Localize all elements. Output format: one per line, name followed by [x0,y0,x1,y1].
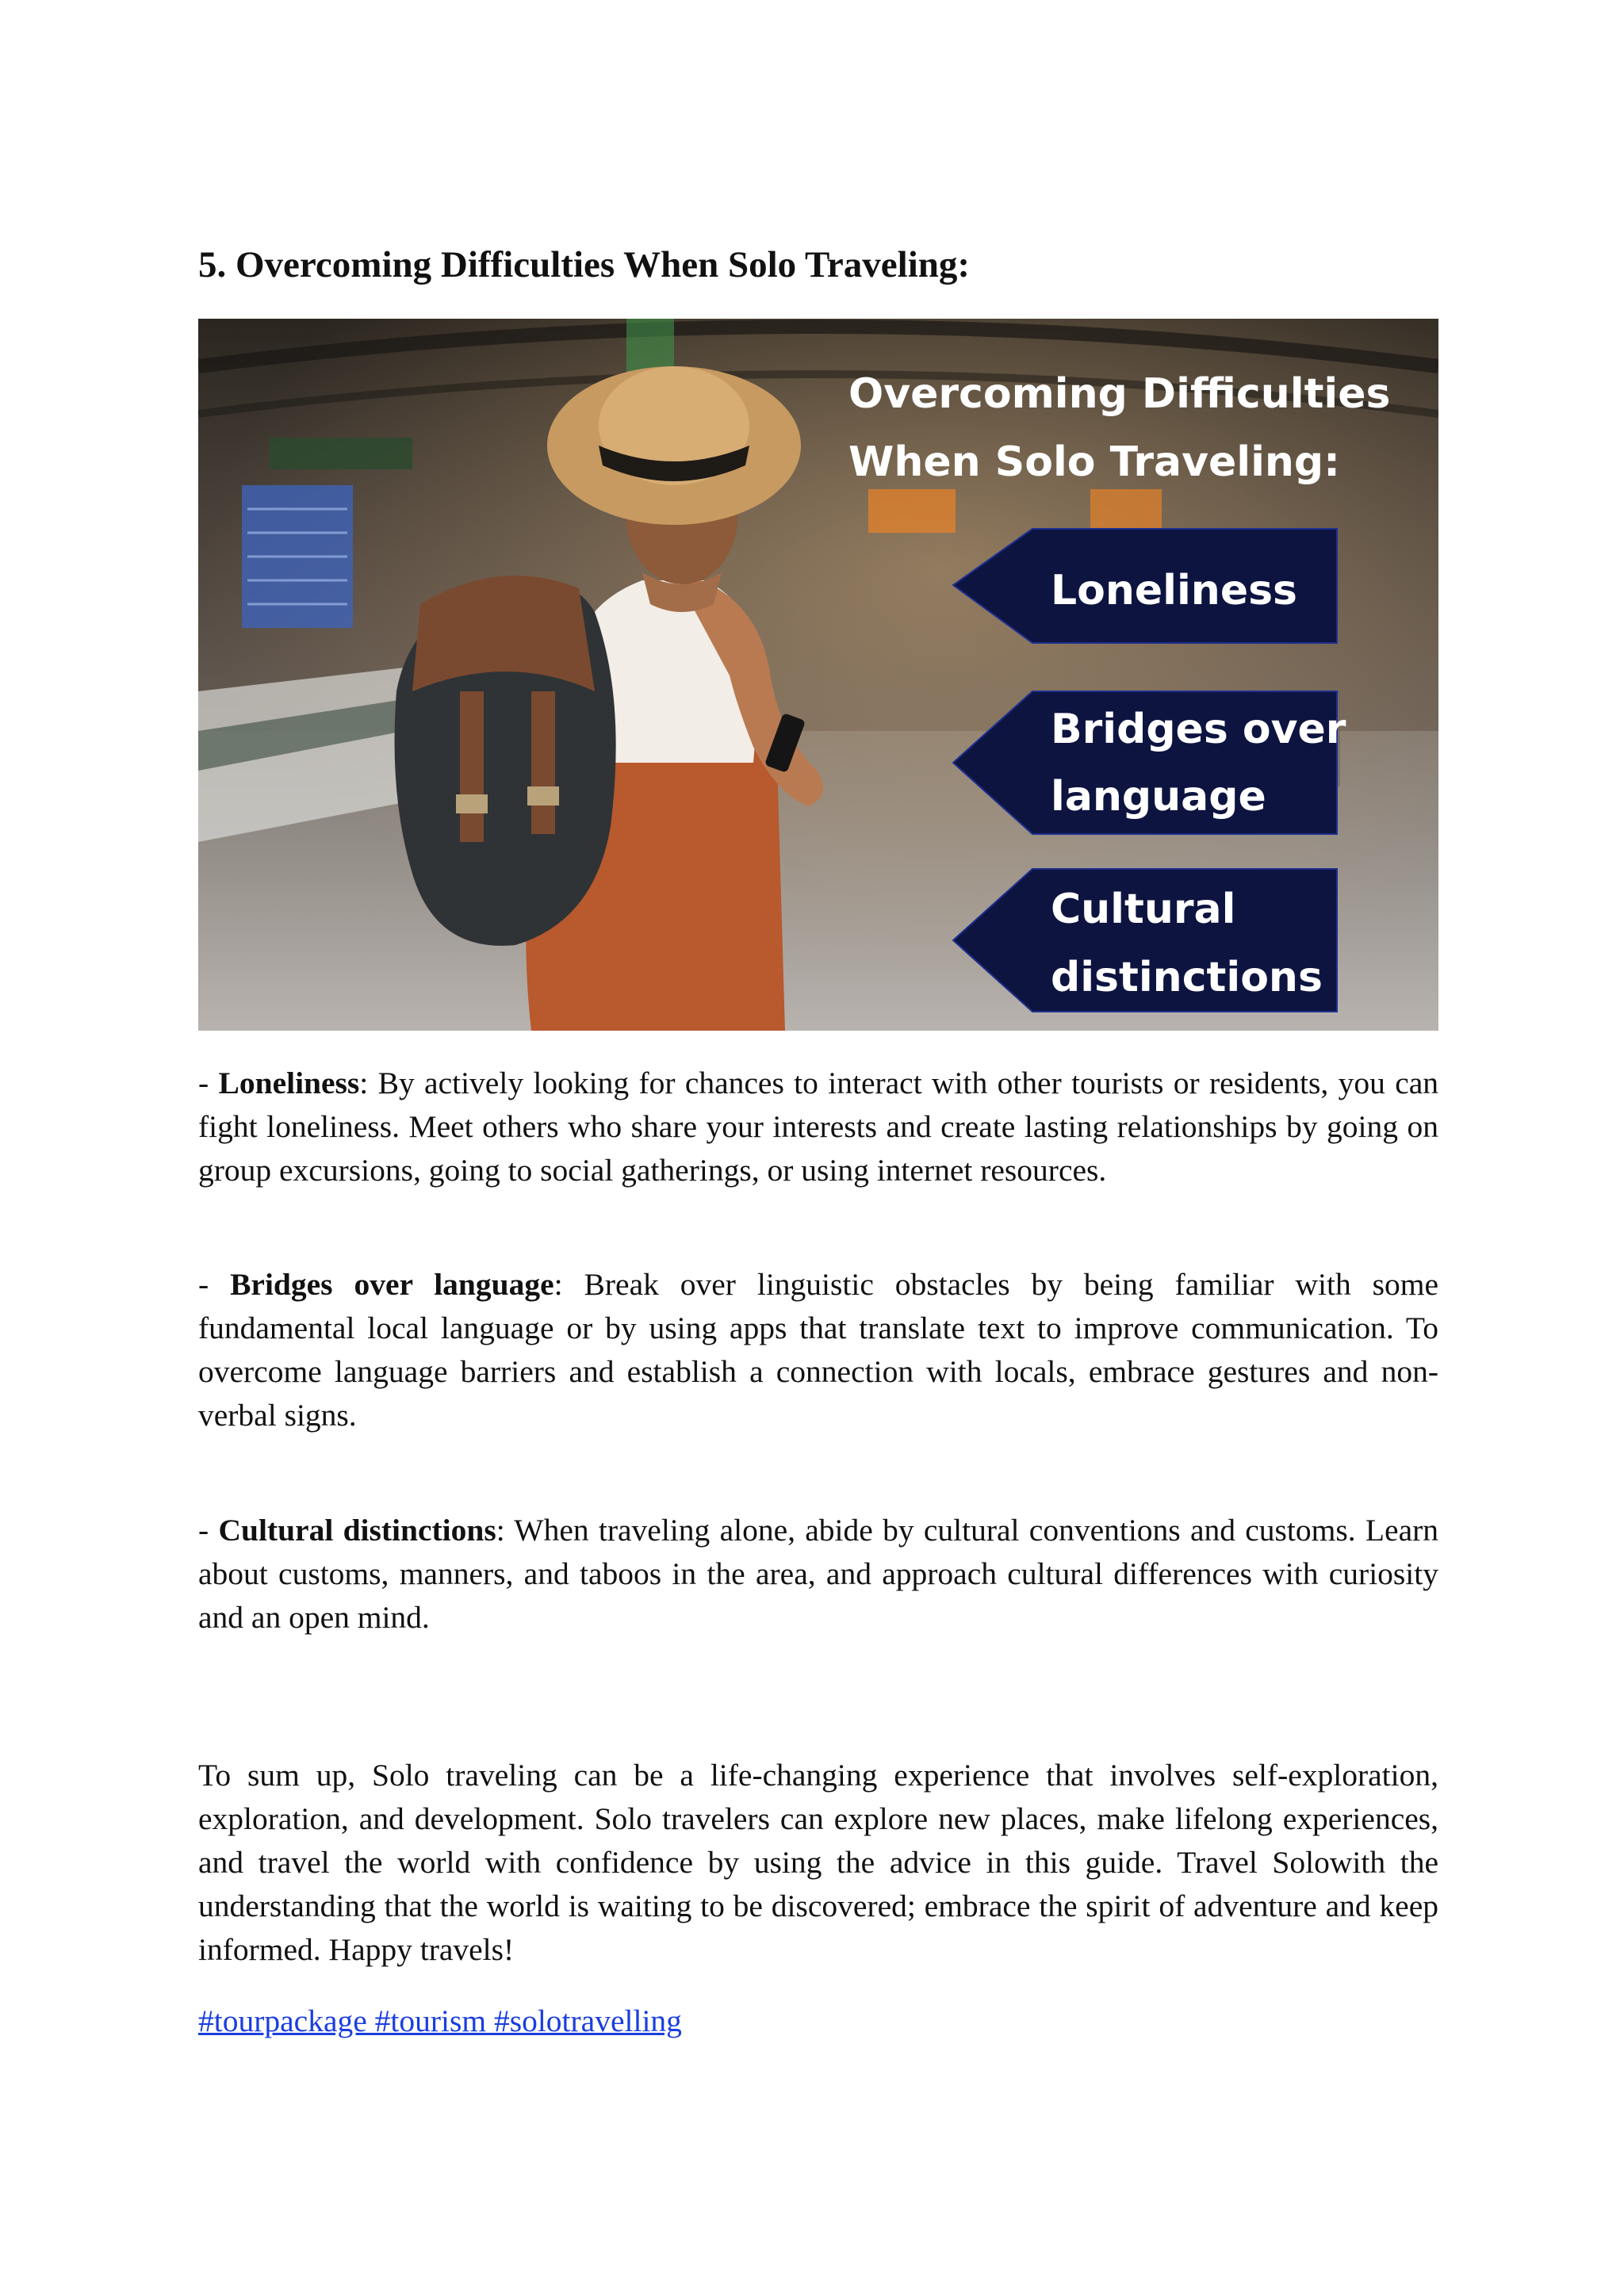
banner-bridges-line2: language [1051,773,1266,821]
paragraph-text: : When traveling alone, abide by cultural conventions and customs. Learn about customs, manners, and taboos in the area, and approach cultural differences with curiosity and an open mind. [198,1513,1439,1635]
banner-bridges-line1: Bridges over [1051,706,1346,753]
term-cultural-distinctions: Cultural distinctions [218,1513,496,1548]
banner-bridges-over-language [953,691,1346,834]
infographic-graphic [198,319,1438,1031]
banner-cultural-line2: distinctions [1051,954,1323,1001]
banner-loneliness [953,529,1337,643]
hashtags-line [198,1999,682,2043]
solo-traveler-image [198,319,1438,1031]
image-title-line2: When Solo Traveling: [848,438,1340,486]
paragraph-conclusion: To sum up, Solo traveling can be a life-changing experience that involves self-exploration, exploration, and development. Solo travelers can explore new places, make lifelong experiences, and travel the world with confidence by using the advice in this guide. Travel Solowith the understanding that the world is waiting to be discovered; embrace the spirit of adventure and keep informed. Happy travels! [198,1758,1438,1967]
banner-loneliness-label: Loneliness [1051,567,1297,614]
paragraph-prefix: - [198,1267,231,1302]
section-heading: 5. Overcoming Difficulties When Solo Traveling: [198,244,971,285]
image-title-line1: Overcoming Difficulties [848,370,1391,418]
term-bridges-over-language: Bridges over language [230,1267,554,1302]
banner-cultural-line1: Cultural [1051,886,1236,933]
paragraph-cultural-distinctions [198,1509,1438,1640]
paragraph-text: : By actively looking for chances to interact with other tourists or residents, you can fight loneliness. Meet others who share your interests and create lasting relationships by going on group excursions, going to social gatherings, or using internet resources. [198,1066,1439,1188]
term-loneliness: Loneliness [218,1066,360,1100]
paragraph-bridges-over-language [198,1263,1438,1437]
hashtags-link[interactable]: #tourpackage #tourism #solotravelling [198,2003,682,2038]
paragraph-prefix: - [198,1513,219,1548]
paragraph-loneliness [198,1062,1438,1192]
banner-cultural-distinctions [953,869,1337,1012]
paragraph-text: : Break over linguistic obstacles by being familiar with some fundamental local language or by using apps that translate text to improve communication. To overcome language barriers and establish a connection with locals, embrace gestures and non-verbal signs. [198,1267,1438,1433]
paragraph-prefix: - [198,1066,219,1100]
